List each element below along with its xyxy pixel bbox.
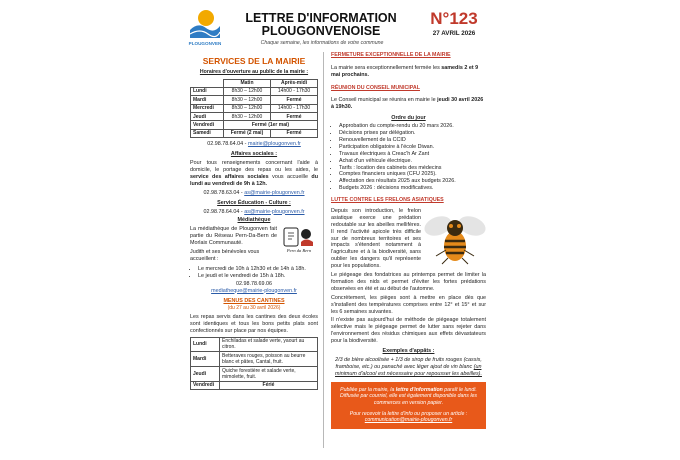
social-email-link[interactable]: as@mairie-plougonven.fr	[244, 189, 305, 196]
order-item: • Renouvellement de la CCID	[339, 137, 486, 144]
culture-contact	[190, 209, 318, 216]
menu-dishes: Betteraves rouges, poisson au beurre blanc et pâtes, Cantal, fruit.	[220, 352, 318, 367]
left-column	[190, 56, 318, 390]
banner-text	[335, 387, 482, 407]
menu-dishes: Quiche forestière et salade verte, mimolette, fruit.	[220, 367, 318, 382]
order-item: • Budgets 2026 : décisions modificatives.	[339, 185, 486, 192]
media-text: La médiathèque de Plougonven fait partie du Réseau Pern-Da-Bern de Morlaix Communauté.	[190, 226, 277, 247]
example-heading: Exemples d'appâts :	[382, 348, 435, 355]
hours-col-afternoon: Après-midi	[271, 79, 318, 87]
order-item: • Participation obligatoire à l'école Diwan.	[339, 144, 486, 151]
hours-row	[191, 121, 318, 129]
hours-day: Mercredi	[191, 104, 224, 112]
culture-email-link[interactable]: as@mairie-plougonven.fr	[244, 208, 305, 215]
fermeture-dates: samedis 2 et 9 mai prochains.	[331, 64, 479, 78]
media-text-block	[190, 224, 277, 265]
hours-col-blank	[191, 79, 224, 87]
hours-header-row	[191, 79, 318, 87]
frelons-intro-block	[331, 208, 486, 270]
media-phone: 02.98.78.69.06	[236, 280, 272, 287]
hours-row	[191, 96, 318, 104]
cantine-period: (du 27 au 30 avril 2026)	[227, 305, 281, 312]
banner-text-part: Publiée par la mairie, la	[340, 386, 396, 393]
hours-afternoon: 14h00 - 17h30	[271, 104, 318, 112]
banner-highlight: lettre d'information	[395, 386, 443, 393]
order-item: • Tarifs : location des cabinets des médecins	[339, 165, 486, 172]
hours-afternoon: Fermé	[271, 96, 318, 104]
conseil-heading: RÉUNION DU CONSEIL MUNICIPAL	[331, 84, 420, 91]
social-contact	[190, 190, 318, 197]
social-phone: 02.98.78.63.04 -	[203, 189, 243, 196]
order-item: • Décisions prises par délégation.	[339, 130, 486, 137]
example-text-part: 2/3 de bière alcoolisée + 1/3 de sirop de fruits rouges (cassis, framboise, etc.) ou panaché avec léger ajout de vin blanc	[335, 357, 482, 370]
hours-afternoon: 14h00 - 17h30	[271, 87, 318, 95]
order-heading: Ordre du jour	[391, 115, 426, 122]
culture-heading: Service Éducation - Culture :	[217, 199, 291, 206]
media-heading: Médiathèque	[237, 217, 271, 224]
conseil-text-part: Le Conseil municipal se réunira en mairie le	[331, 97, 438, 104]
right-column	[331, 52, 486, 429]
mairie-contact	[190, 141, 318, 148]
plougonven-logo	[188, 8, 222, 48]
newsletter-subtitle: Chaque semaine, les informations de votre commune	[260, 40, 384, 46]
social-hours: du lundi au vendredi de 9h à 12h.	[190, 173, 318, 187]
hours-heading: Horaires d'ouverture au public de la mairie :	[199, 68, 309, 75]
hours-day: Vendredi	[191, 121, 224, 129]
order-list	[331, 123, 486, 192]
logo-text: PLOUGONVEN	[188, 41, 222, 46]
fermeture-text	[331, 65, 486, 79]
frelons-p4: Il n'existe pas aujourd'hui de méthode de piégeage totalement sélective mais le piégeage permet de lutter sans rejeter dans l'environnement des résidus chimiques aux effets dévastateurs pour la biodiversité.	[331, 317, 486, 345]
hornet-icon	[424, 208, 486, 266]
mairie-email-link[interactable]: mairie@plougonven.fr	[247, 141, 301, 148]
example-note: (un minimum d'alcool est nécessaire pour repousser les abeilles).	[335, 363, 482, 377]
info-banner	[331, 382, 486, 429]
order-item: • Approbation du compte-rendu du 20 mars 2026.	[339, 123, 486, 130]
media-hours-item: • Le mercredi de 10h à 12h30 et de 14h à 18h.	[198, 266, 318, 273]
menu-day: Jeudi	[191, 367, 220, 382]
order-item: • Travaux électriques à Creac'h Ar Zant	[339, 151, 486, 158]
hours-morning: 8h30 – 12h00	[223, 87, 270, 95]
hours-day: Samedi	[191, 129, 224, 137]
fermeture-heading: FERMETURE EXCEPTIONNELLE DE LA MAIRIE	[331, 52, 451, 58]
cantine-intro: Les repas servis dans les cantines des deux écoles sont identiques et tous les bons petits plats sont confectionnés sur place par nos équipes.	[190, 313, 318, 334]
hours-day: Jeudi	[191, 113, 224, 121]
hours-morning: 8h30 – 12h00	[223, 104, 270, 112]
banner-text-part: paraît le lundi. Diffusée par courriel, elle est également disponible dans les commerces en version papier.	[340, 386, 477, 407]
media-contact	[190, 288, 318, 295]
hours-closed: Fermé (1er mai)	[223, 121, 317, 129]
social-heading: Affaires sociales :	[230, 151, 278, 158]
order-item: • Comptes financiers uniques (CFU 2025).	[339, 171, 486, 178]
menu-dishes: Férié	[220, 381, 318, 389]
hours-row	[191, 129, 318, 137]
social-text	[190, 160, 318, 188]
menu-day: Mardi	[191, 352, 220, 367]
mairie-title: SERVICES DE LA MAIRIE	[202, 56, 306, 66]
hours-afternoon: Fermé	[271, 113, 318, 121]
mairie-phone: 02.98.78.64.04 -	[207, 141, 247, 148]
social-text-part: Pour tous renseignements concernant l'aide à domicile, le portage des repas ou les aides, le	[190, 160, 318, 173]
menu-day: Vendredi	[191, 381, 220, 389]
social-text-part: vous accueille	[268, 173, 312, 180]
hours-afternoon: Fermé	[271, 129, 318, 137]
fermeture-text-part: La mairie sera exceptionnellement fermée les	[331, 64, 442, 71]
column-divider	[323, 52, 324, 448]
media-text-2: Judith et ses bénévoles vous accueillent :	[190, 249, 260, 262]
newsletter-title: LETTRE D'INFORMATION PLOUGONVENOISE	[245, 11, 397, 39]
hours-row	[191, 104, 318, 112]
issue-date: 27 AVRIL 2026	[432, 30, 476, 37]
media-hours-list	[190, 266, 318, 280]
hours-row	[191, 113, 318, 121]
frelons-p3: Concrètement, les pièges sont à mettre en place dès que s'installent des températures comprises entre 12° et 15° et sur les 6 semaines suivantes.	[331, 294, 486, 315]
menu-row	[191, 367, 318, 382]
menu-dishes: Enchiladas et salade verte, yaourt au citron.	[220, 337, 318, 352]
menu-day: Lundi	[191, 337, 220, 352]
culture-phone: 02.98.78.64.04 -	[203, 208, 243, 215]
menu-row	[191, 352, 318, 367]
banner-email-link[interactable]: communication@mairie-plougonven.fr	[364, 417, 453, 424]
social-service-name: service des affaires sociales	[190, 173, 269, 180]
hours-day: Mardi	[191, 96, 224, 104]
pern-logo-text: Pern da Bern	[286, 248, 312, 254]
media-hours-item: • Le jeudi et le vendredi de 15h à 18h.	[198, 273, 318, 280]
frelons-p1: Depuis son introduction, le frelon asiatique exerce une prédation redoutable sur les abeilles mellifères. Il rend l'activité apicole très difficile sur de nombreux territoires et ses impacts s'étendent notamment à l'agriculture et à la biodiversité, sans oublier les dangers qu'il représente pour les populations.	[331, 207, 421, 270]
media-email-link[interactable]: mediatheque@mairie-plougonven.fr	[211, 287, 297, 294]
hours-table	[190, 79, 318, 139]
example-text	[331, 357, 486, 378]
hours-row	[191, 87, 318, 95]
hours-col-morning: Matin	[223, 79, 270, 87]
media-block	[190, 224, 318, 265]
banner-subscribe: Pour recevoir la lettre d'info ou proposer un article :	[349, 410, 468, 417]
menu-row	[191, 381, 318, 389]
frelons-heading: LUTTE CONTRE LES FRELONS ASIATIQUES	[331, 197, 444, 204]
conseil-date: jeudi 30 avril 2026 à 19h30.	[331, 97, 484, 111]
order-item: • Achat d'un véhicule électrique.	[339, 158, 486, 165]
pern-da-bern-logo	[280, 224, 318, 254]
conseil-text	[331, 97, 486, 111]
hours-day: Lundi	[191, 87, 224, 95]
menu-table	[190, 337, 318, 391]
frelons-p2: Le piégeage des fondatrices au printemps permet de limiter la formation des nids et permet d'éviter les fortes prédations observées en été et au début de l'automne.	[331, 272, 486, 292]
order-item: • Affectation des résultats 2025 aux budgets 2026.	[339, 178, 486, 185]
hours-morning: Fermé (2 mai)	[223, 129, 270, 137]
cantine-heading: MENUS DES CANTINES	[223, 298, 285, 305]
hours-morning: 8h30 – 12h00	[223, 113, 270, 121]
hours-morning: 8h30 – 12h00	[223, 96, 270, 104]
menu-row	[191, 337, 318, 352]
issue-number: N°123	[430, 9, 478, 28]
